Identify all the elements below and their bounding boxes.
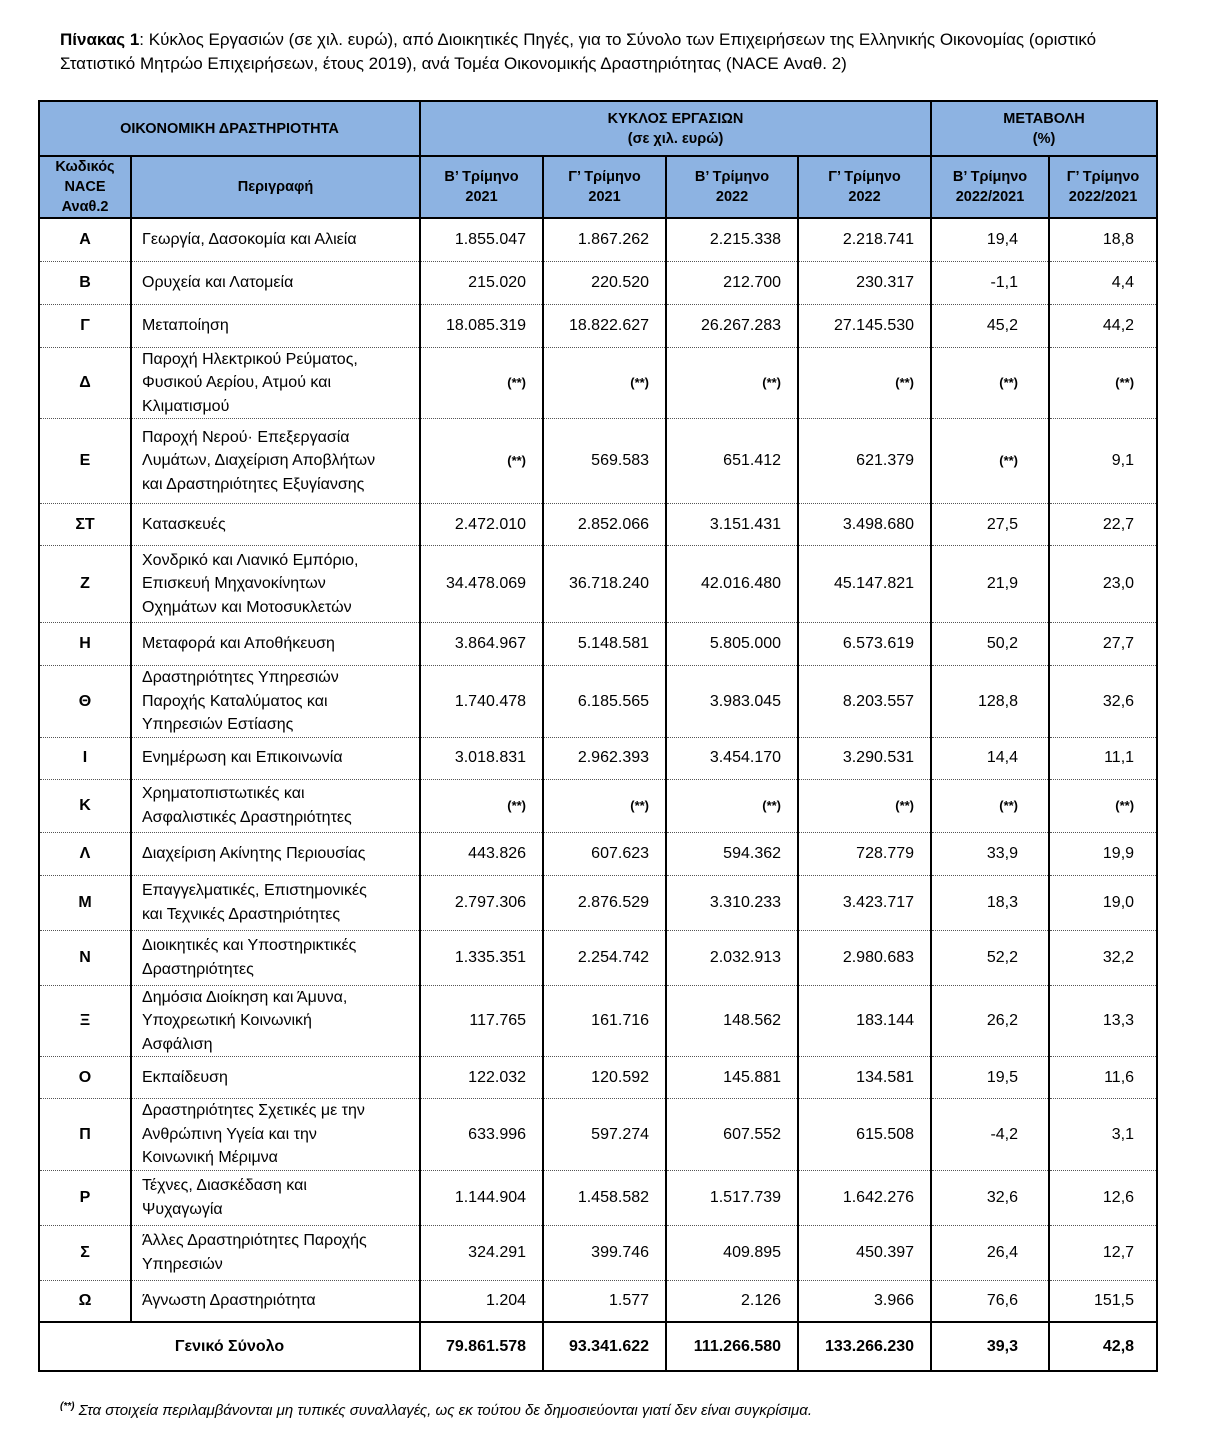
turnover-value: 1.740.478 xyxy=(420,666,543,738)
change-value: (**) xyxy=(931,419,1049,504)
turnover-value: 1.204 xyxy=(420,1280,543,1322)
header-col-label: Β’ Τρίμηνο xyxy=(444,169,519,185)
turnover-value: 27.145.530 xyxy=(798,304,931,347)
table-row xyxy=(39,304,1157,347)
table-row xyxy=(39,737,1157,779)
description-line: και Δραστηριότητες Εξυγίανσης xyxy=(142,475,365,493)
table-row xyxy=(39,419,1157,504)
activity-description xyxy=(131,666,420,738)
change-value: 19,0 xyxy=(1049,875,1157,930)
activity-description xyxy=(131,832,420,875)
turnover-value: 26.267.283 xyxy=(666,304,798,347)
turnover-value: 212.700 xyxy=(666,261,798,304)
change-value: 18,3 xyxy=(931,875,1049,930)
turnover-value: 148.562 xyxy=(666,985,798,1057)
turnover-value: 220.520 xyxy=(543,261,666,304)
activity-description xyxy=(131,737,420,779)
turnover-value: 2.254.742 xyxy=(543,930,666,985)
header-col-1 xyxy=(420,156,543,218)
turnover-value: 6.573.619 xyxy=(798,623,931,666)
change-value: (**) xyxy=(931,347,1049,419)
activity-description xyxy=(131,779,420,832)
description-line: Διαχείριση Ακίνητης Περιουσίας xyxy=(142,844,366,862)
turnover-value: 134.581 xyxy=(798,1057,931,1099)
turnover-value: 2.797.306 xyxy=(420,875,543,930)
table-row xyxy=(39,623,1157,666)
turnover-value: 3.423.717 xyxy=(798,875,931,930)
nace-code: Σ xyxy=(39,1225,131,1280)
table-row xyxy=(39,832,1157,875)
description-line: Χονδρικό και Λιανικό Εμπόριο, xyxy=(142,551,359,569)
description-line: Παροχής Καταλύματος και xyxy=(142,692,328,710)
header-col-period: 2022/2021 xyxy=(955,189,1025,205)
header-code xyxy=(39,156,131,218)
table-footer xyxy=(39,1322,1157,1371)
change-value: 18,8 xyxy=(1049,218,1157,261)
nace-code: Η xyxy=(39,623,131,666)
table-title-label: Πίνακας 1 xyxy=(60,30,140,49)
turnover-value: (**) xyxy=(543,779,666,832)
activity-description xyxy=(131,1099,420,1171)
change-value: 151,5 xyxy=(1049,1280,1157,1322)
turnover-value: 569.583 xyxy=(543,419,666,504)
header-col-3 xyxy=(666,156,798,218)
turnover-value: 3.018.831 xyxy=(420,737,543,779)
header-col-period: 2022 xyxy=(848,189,881,205)
description-line: Υπηρεσιών xyxy=(142,1255,223,1273)
nace-code: Μ xyxy=(39,875,131,930)
change-value: 21,9 xyxy=(931,546,1049,623)
description-line: Ασφαλιστικές Δραστηριότητες xyxy=(142,808,352,826)
change-value: 4,4 xyxy=(1049,261,1157,304)
nace-code: Δ xyxy=(39,347,131,419)
table-row xyxy=(39,875,1157,930)
turnover-value: 450.397 xyxy=(798,1225,931,1280)
nace-code: Ο xyxy=(39,1057,131,1099)
change-value: 3,1 xyxy=(1049,1099,1157,1171)
turnover-value: 443.826 xyxy=(420,832,543,875)
table-row xyxy=(39,1057,1157,1099)
header-col-2 xyxy=(543,156,666,218)
change-value: (**) xyxy=(1049,347,1157,419)
change-value: 22,7 xyxy=(1049,504,1157,546)
description-line: Δημόσια Διοίκηση και Άμυνα, xyxy=(142,988,348,1006)
change-value: (**) xyxy=(1049,779,1157,832)
change-value: 32,6 xyxy=(1049,666,1157,738)
change-value: 19,5 xyxy=(931,1057,1049,1099)
description-line: Παροχή Νερού· Επεξεργασία xyxy=(142,428,350,446)
turnover-value: 3.290.531 xyxy=(798,737,931,779)
table-row xyxy=(39,1225,1157,1280)
turnover-table xyxy=(38,100,1158,1372)
header-col-label: Β’ Τρίμηνο xyxy=(694,169,770,185)
turnover-value: 2.980.683 xyxy=(798,930,931,985)
footnote xyxy=(60,1401,812,1419)
table-row xyxy=(39,930,1157,985)
header-activity: ΟΙΚΟΝΟΜΙΚΗ ΔΡΑΣΤΗΡΙΟΤΗΤΑ xyxy=(39,101,420,156)
header-col-period: 2022 xyxy=(715,189,749,205)
nace-code: Π xyxy=(39,1099,131,1171)
turnover-value: 2.962.393 xyxy=(543,737,666,779)
description-line: Διοικητικές και Υποστηρικτικές xyxy=(142,937,357,954)
turnover-value: 34.478.069 xyxy=(420,546,543,623)
total-value: 133.266.230 xyxy=(798,1322,931,1371)
table-row xyxy=(39,1280,1157,1322)
change-value: 9,1 xyxy=(1049,419,1157,504)
description-line: Άλλες Δραστηριότητες Παροχής xyxy=(142,1232,367,1249)
change-value: 76,6 xyxy=(931,1280,1049,1322)
description-line: Ασφάλιση xyxy=(142,1035,213,1053)
nace-code: Θ xyxy=(39,666,131,738)
activity-description xyxy=(131,1170,420,1225)
turnover-value: 18.085.319 xyxy=(420,304,543,347)
turnover-value: 2.218.741 xyxy=(798,218,931,261)
turnover-value: 18.822.627 xyxy=(543,304,666,347)
header-change-unit: (%) xyxy=(1032,130,1056,147)
description-line: Επαγγελματικές, Επιστημονικές xyxy=(142,882,367,899)
table-body xyxy=(39,218,1157,1322)
turnover-value: (**) xyxy=(666,347,798,419)
description-line: Χρηματοπιστωτικές και xyxy=(142,785,305,802)
nace-code: Ξ xyxy=(39,985,131,1057)
change-value: 44,2 xyxy=(1049,304,1157,347)
change-value: -4,2 xyxy=(931,1099,1049,1171)
turnover-value: 6.185.565 xyxy=(543,666,666,738)
footnote-mark: (**) xyxy=(60,1401,75,1412)
total-label: Γενικό Σύνολο xyxy=(39,1322,420,1371)
turnover-value: 2.472.010 xyxy=(420,504,543,546)
turnover-value: 5.148.581 xyxy=(543,623,666,666)
change-value: 19,9 xyxy=(1049,832,1157,875)
change-value: 128,8 xyxy=(931,666,1049,738)
table-row xyxy=(39,261,1157,304)
turnover-value: 230.317 xyxy=(798,261,931,304)
change-value: 52,2 xyxy=(931,930,1049,985)
header-col-label: Γ’ Τρίμηνο xyxy=(828,169,901,185)
activity-description xyxy=(131,419,420,504)
turnover-value: 607.552 xyxy=(666,1099,798,1171)
description-line: Επισκευή Μηχανοκίνητων xyxy=(142,575,326,593)
table-row xyxy=(39,985,1157,1057)
header-code-l2: NACE xyxy=(64,179,106,195)
turnover-value: 399.746 xyxy=(543,1225,666,1280)
table-row xyxy=(39,779,1157,832)
turnover-value: 183.144 xyxy=(798,985,931,1057)
header-col-5 xyxy=(931,156,1049,218)
header-col-period: 2021 xyxy=(588,189,621,205)
turnover-value: 117.765 xyxy=(420,985,543,1057)
change-value: 26,2 xyxy=(931,985,1049,1057)
turnover-value: 2.852.066 xyxy=(543,504,666,546)
total-value: 93.341.622 xyxy=(543,1322,666,1371)
turnover-value: 3.966 xyxy=(798,1280,931,1322)
header-turnover xyxy=(420,101,931,156)
nace-code: ΣΤ xyxy=(39,504,131,546)
change-value: -1,1 xyxy=(931,261,1049,304)
table-row xyxy=(39,666,1157,738)
turnover-value: 728.779 xyxy=(798,832,931,875)
description-line: Δραστηριότητες xyxy=(142,960,254,978)
nace-code: Ι xyxy=(39,737,131,779)
turnover-value: 1.642.276 xyxy=(798,1170,931,1225)
activity-description xyxy=(131,304,420,347)
turnover-value: 607.623 xyxy=(543,832,666,875)
description-line: Γεωργία, Δασοκομία και Αλιεία xyxy=(142,231,357,248)
table-row xyxy=(39,1170,1157,1225)
change-value: 33,9 xyxy=(931,832,1049,875)
total-row xyxy=(39,1322,1157,1371)
change-value: 19,4 xyxy=(931,218,1049,261)
description-line: Άγνωστη Δραστηριότητα xyxy=(142,1292,316,1309)
description-line: Δραστηριότητες Υπηρεσιών xyxy=(142,669,339,686)
change-value: 27,7 xyxy=(1049,623,1157,666)
header-col-6 xyxy=(1049,156,1157,218)
change-value: 12,6 xyxy=(1049,1170,1157,1225)
turnover-value: 145.881 xyxy=(666,1057,798,1099)
turnover-value: 3.864.967 xyxy=(420,623,543,666)
table-row xyxy=(39,504,1157,546)
activity-description xyxy=(131,546,420,623)
turnover-value: 2.215.338 xyxy=(666,218,798,261)
change-value: 11,6 xyxy=(1049,1057,1157,1099)
description-line: Φυσικού Αερίου, Ατμού και xyxy=(142,374,331,391)
change-value: 50,2 xyxy=(931,623,1049,666)
description-line: Υποχρεωτική Κοινωνική xyxy=(142,1012,312,1029)
description-line: Μεταποίηση xyxy=(142,316,229,334)
change-value: 14,4 xyxy=(931,737,1049,779)
turnover-value: 161.716 xyxy=(543,985,666,1057)
total-value: 111.266.580 xyxy=(666,1322,798,1371)
description-line: Υπηρεσιών Εστίασης xyxy=(142,716,294,733)
header-col-label: Β’ Τρίμηνο xyxy=(952,169,1028,185)
description-line: Τέχνες, Διασκέδαση και xyxy=(142,1177,307,1194)
table-row xyxy=(39,1099,1157,1171)
total-value: 79.861.578 xyxy=(420,1322,543,1371)
turnover-value: 5.805.000 xyxy=(666,623,798,666)
nace-code: Ν xyxy=(39,930,131,985)
nace-code: Ω xyxy=(39,1280,131,1322)
description-line: Μεταφορά και Αποθήκευση xyxy=(142,635,335,653)
turnover-value: 597.274 xyxy=(543,1099,666,1171)
description-line: Ανθρώπινη Υγεία και την xyxy=(142,1125,317,1143)
turnover-value: (**) xyxy=(543,347,666,419)
header-col-period: 2022/2021 xyxy=(1068,189,1138,205)
change-value: 32,2 xyxy=(1049,930,1157,985)
nace-code: Α xyxy=(39,218,131,261)
table-row xyxy=(39,546,1157,623)
table-title xyxy=(60,28,1170,76)
nace-code: Ε xyxy=(39,419,131,504)
turnover-value: 215.020 xyxy=(420,261,543,304)
change-value: 26,4 xyxy=(931,1225,1049,1280)
activity-description xyxy=(131,1225,420,1280)
turnover-value: 8.203.557 xyxy=(798,666,931,738)
header-turnover-title: ΚΥΚΛΟΣ ΕΡΓΑΣΙΩΝ xyxy=(607,110,744,127)
turnover-value: (**) xyxy=(420,779,543,832)
turnover-value: 42.016.480 xyxy=(666,546,798,623)
turnover-value: (**) xyxy=(420,347,543,419)
activity-description xyxy=(131,504,420,546)
turnover-value: 3.983.045 xyxy=(666,666,798,738)
table-row xyxy=(39,347,1157,419)
turnover-value: 2.032.913 xyxy=(666,930,798,985)
header-col-label: Γ’ Τρίμηνο xyxy=(1066,169,1140,185)
nace-code: Β xyxy=(39,261,131,304)
turnover-value: 1.335.351 xyxy=(420,930,543,985)
activity-description xyxy=(131,1280,420,1322)
nace-code: Λ xyxy=(39,832,131,875)
turnover-value: 1.517.739 xyxy=(666,1170,798,1225)
header-code-l1: Κωδικός xyxy=(55,159,115,175)
description-line: Δραστηριότητες Σχετικές με την xyxy=(142,1102,365,1119)
header-col-period: 2021 xyxy=(465,189,498,205)
turnover-value: 3.498.680 xyxy=(798,504,931,546)
header-description: Περιγραφή xyxy=(131,156,420,218)
header-change-title: ΜΕΤΑΒΟΛΗ xyxy=(1003,110,1085,127)
turnover-value: (**) xyxy=(666,779,798,832)
header-col-label: Γ’ Τρίμηνο xyxy=(568,169,641,185)
activity-description xyxy=(131,930,420,985)
turnover-value: 1.855.047 xyxy=(420,218,543,261)
description-line: Κλιματισμού xyxy=(142,397,230,415)
turnover-value: 621.379 xyxy=(798,419,931,504)
description-line: Ψυχαγωγία xyxy=(142,1200,223,1218)
change-value: 23,0 xyxy=(1049,546,1157,623)
change-value: (**) xyxy=(931,779,1049,832)
turnover-value: (**) xyxy=(798,347,931,419)
header-code-l3: Αναθ.2 xyxy=(61,199,109,215)
turnover-value: 122.032 xyxy=(420,1057,543,1099)
change-value: 27,5 xyxy=(931,504,1049,546)
description-line: Κατασκευές xyxy=(142,515,226,533)
header-change xyxy=(931,101,1157,156)
change-value: 12,7 xyxy=(1049,1225,1157,1280)
activity-description xyxy=(131,1057,420,1099)
turnover-value: 633.996 xyxy=(420,1099,543,1171)
header-col-4 xyxy=(798,156,931,218)
nace-code: Κ xyxy=(39,779,131,832)
turnover-value: 45.147.821 xyxy=(798,546,931,623)
turnover-value: 324.291 xyxy=(420,1225,543,1280)
turnover-value: 120.592 xyxy=(543,1057,666,1099)
table-header xyxy=(39,101,1157,218)
turnover-value: 3.454.170 xyxy=(666,737,798,779)
nace-code: Ρ xyxy=(39,1170,131,1225)
change-value: 13,3 xyxy=(1049,985,1157,1057)
table-title-text: : Κύκλος Εργασιών (σε χιλ. ευρώ), από Διοικητικές Πηγές, για το Σύνολο των Επιχειρήσεων της Ελληνικής Οικονομίας (οριστικό Στατιστικό Μητρώο Επιχειρήσεων, έτους 2019), ανά Τομέα Οικονομικής Δραστηριότητας (NACE Αναθ. 2) xyxy=(60,30,1097,73)
activity-description xyxy=(131,623,420,666)
turnover-value: 2.126 xyxy=(666,1280,798,1322)
description-line: Εκπαίδευση xyxy=(142,1068,228,1086)
change-value: 45,2 xyxy=(931,304,1049,347)
turnover-value: 36.718.240 xyxy=(543,546,666,623)
turnover-value: 1.867.262 xyxy=(543,218,666,261)
turnover-value: 651.412 xyxy=(666,419,798,504)
table-row xyxy=(39,218,1157,261)
description-line: και Τεχνικές Δραστηριότητες xyxy=(142,905,341,923)
activity-description xyxy=(131,875,420,930)
description-line: Ενημέρωση και Επικοινωνία xyxy=(142,749,343,767)
description-line: Λυμάτων, Διαχείριση Αποβλήτων xyxy=(142,452,376,470)
total-change: 39,3 xyxy=(931,1322,1049,1371)
turnover-value: 2.876.529 xyxy=(543,875,666,930)
turnover-value: 615.508 xyxy=(798,1099,931,1171)
turnover-value: (**) xyxy=(798,779,931,832)
activity-description xyxy=(131,218,420,261)
header-turnover-unit: (σε χιλ. ευρώ) xyxy=(627,130,724,147)
description-line: Ορυχεία και Λατομεία xyxy=(142,273,294,291)
turnover-value: 1.577 xyxy=(543,1280,666,1322)
turnover-value: 409.895 xyxy=(666,1225,798,1280)
turnover-value: 3.310.233 xyxy=(666,875,798,930)
turnover-value: 3.151.431 xyxy=(666,504,798,546)
turnover-value: (**) xyxy=(420,419,543,504)
activity-description xyxy=(131,347,420,419)
activity-description xyxy=(131,261,420,304)
change-value: 32,6 xyxy=(931,1170,1049,1225)
turnover-value: 594.362 xyxy=(666,832,798,875)
description-line: Κοινωνική Μέριμνα xyxy=(142,1149,278,1166)
footnote-text: Στα στοιχεία περιλαμβάνονται μη τυπικές συναλλαγές, ως εκ τούτου δε δημοσιεύονται γιατί δεν είναι συγκρίσιμα. xyxy=(74,1402,812,1419)
nace-code: Γ xyxy=(39,304,131,347)
description-line: Παροχή Ηλεκτρικού Ρεύματος, xyxy=(142,350,358,368)
total-change: 42,8 xyxy=(1049,1322,1157,1371)
description-line: Οχημάτων και Μοτοσυκλετών xyxy=(142,598,352,616)
turnover-value: 1.144.904 xyxy=(420,1170,543,1225)
turnover-value: 1.458.582 xyxy=(543,1170,666,1225)
nace-code: Ζ xyxy=(39,546,131,623)
change-value: 11,1 xyxy=(1049,737,1157,779)
activity-description xyxy=(131,985,420,1057)
